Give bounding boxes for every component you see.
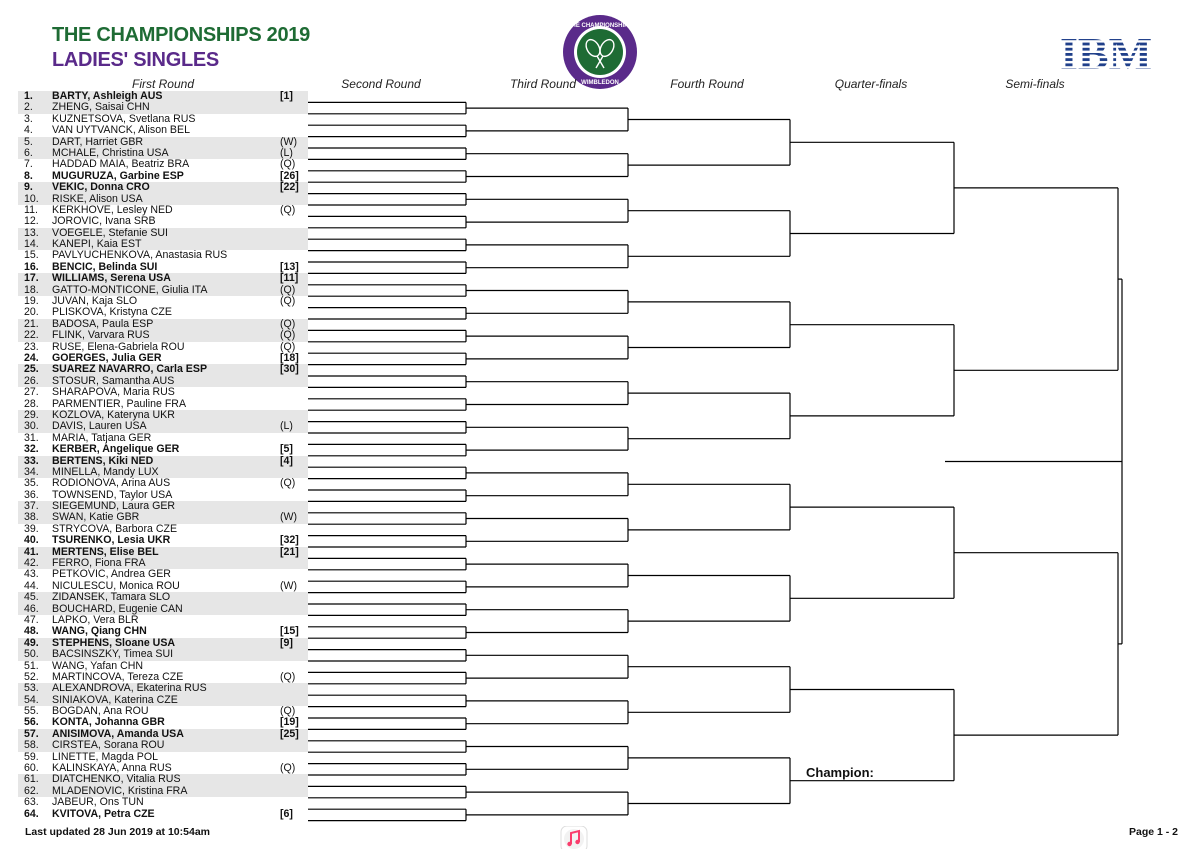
player-name: STOSUR, Samantha AUS: [52, 374, 175, 387]
player-number: 41.: [24, 545, 39, 558]
player-number: 62.: [24, 784, 39, 797]
player-name: KOZLOVA, Kateryna UKR: [52, 408, 175, 421]
player-name: KALINSKAYA, Anna RUS: [52, 762, 172, 775]
player-number: 25.: [24, 363, 39, 376]
player-number: 51.: [24, 659, 39, 672]
player-status: (Q): [280, 295, 296, 308]
player-number: 52.: [24, 670, 39, 683]
player-number: 2.: [24, 101, 33, 114]
player-number: 45.: [24, 591, 39, 604]
player-number: 37.: [24, 500, 39, 513]
ibm-logo-text: IBM: [1060, 28, 1152, 73]
player-status: (L): [280, 420, 293, 433]
player-number: 27.: [24, 386, 39, 399]
player-number: 40.: [24, 534, 39, 547]
round-header-second: Second Round: [341, 77, 421, 91]
player-name: KANEPI, Kaia EST: [52, 238, 142, 251]
player-number: 15.: [24, 249, 39, 262]
player-number: 36.: [24, 488, 39, 501]
player-status: (W): [280, 579, 298, 592]
player-name: ANISIMOVA, Amanda USA: [52, 727, 184, 740]
player-name: BARTY, Ashleigh AUS: [52, 90, 163, 102]
player-number: 14.: [24, 238, 39, 251]
player-status: (Q): [280, 158, 296, 171]
player-name: BOGDAN, Ana ROU: [52, 705, 149, 718]
player-number: 24.: [24, 351, 39, 364]
player-name: TOWNSEND, Taylor USA: [52, 488, 173, 501]
player-name: PARMENTIER, Pauline FRA: [52, 397, 187, 410]
player-name: HADDAD MAIA, Beatriz BRA: [52, 158, 190, 171]
player-status: [9]: [280, 636, 293, 649]
player-name: JUVAN, Kaja SLO: [52, 295, 138, 308]
player-number: 26.: [24, 374, 39, 387]
wimbledon-logo-bottom-text: WIMBLEDON: [581, 80, 619, 86]
player-name: PLISKOVA, Kristyna CZE: [52, 306, 172, 319]
player-status: (W): [280, 135, 298, 148]
player-status: [32]: [280, 534, 299, 547]
player-name: SIEGEMUND, Laura GER: [52, 500, 176, 513]
player-number: 57.: [24, 727, 39, 740]
player-name: WANG, Qiang CHN: [52, 625, 147, 638]
player-number: 56.: [24, 716, 39, 729]
player-number: 60.: [24, 762, 39, 775]
player-name: PAVLYUCHENKOVA, Anastasia RUS: [52, 249, 228, 262]
player-number: 21.: [24, 317, 39, 330]
player-status: (Q): [280, 762, 296, 775]
player-number: 42.: [24, 557, 39, 570]
player-name: BERTENS, Kiki NED: [52, 454, 154, 467]
player-number: 48.: [24, 625, 39, 638]
player-number: 29.: [24, 408, 39, 421]
player-status: [22]: [280, 181, 299, 194]
player-number: 16.: [24, 260, 39, 273]
player-status: [4]: [280, 454, 293, 467]
player-name: CIRSTEA, Sorana ROU: [52, 739, 165, 752]
player-name: KERBER, Angelique GER: [52, 443, 180, 456]
player-name: ZIDANSEK, Tamara SLO: [52, 591, 171, 604]
player-number: 22.: [24, 329, 39, 342]
player-number: 50.: [24, 648, 39, 661]
player-number: 5.: [24, 135, 33, 148]
player-status: [6]: [280, 807, 293, 820]
player-name: GOERGES, Julia GER: [52, 351, 162, 364]
player-name: DART, Harriet GBR: [52, 135, 144, 148]
player-number: 55.: [24, 705, 39, 718]
player-name: SUAREZ NAVARRO, Carla ESP: [52, 363, 208, 376]
player-number: 38.: [24, 511, 39, 524]
player-name: BOUCHARD, Eugenie CAN: [52, 602, 183, 615]
player-number: 64.: [24, 807, 39, 820]
player-number: 9.: [24, 181, 33, 194]
player-name: NICULESCU, Monica ROU: [52, 579, 180, 592]
player-name: ALEXANDROVA, Ekaterina RUS: [52, 682, 207, 695]
player-number: 17.: [24, 272, 39, 285]
player-status: [13]: [280, 260, 299, 273]
player-number: 58.: [24, 739, 39, 752]
player-name: STEPHENS, Sloane USA: [52, 636, 176, 649]
player-name: TSURENKO, Lesia UKR: [52, 534, 171, 547]
player-number: 39.: [24, 522, 39, 535]
player-name: LAPKO, Vera BLR: [52, 613, 139, 626]
player-status: [15]: [280, 625, 299, 638]
player-name: MARTINCOVA, Tereza CZE: [52, 670, 184, 683]
player-status: (Q): [280, 283, 296, 296]
player-number: 6.: [24, 146, 33, 159]
round-header-first: First Round: [131, 77, 195, 91]
player-status: [21]: [280, 545, 299, 558]
player-name: VOEGELE, Stefanie SUI: [52, 226, 168, 239]
player-name: BENCIC, Belinda SUI: [52, 260, 158, 273]
player-number: 46.: [24, 602, 39, 615]
player-name: SHARAPOVA, Maria RUS: [52, 386, 175, 399]
player-number: 10.: [24, 192, 39, 205]
champion-label: Champion:: [806, 765, 874, 780]
player-number: 44.: [24, 579, 39, 592]
event-title: THE CHAMPIONSHIPS 2019: [52, 24, 310, 46]
player-name: KVITOVA, Petra CZE: [52, 807, 155, 820]
player-number: 28.: [24, 397, 39, 410]
player-status: (L): [280, 146, 293, 159]
player-number: 34.: [24, 465, 39, 478]
player-name: VAN UYTVANCK, Alison BEL: [52, 124, 190, 137]
last-updated: Last updated 28 Jun 2019 at 10:54am: [25, 826, 210, 838]
player-name: GATTO-MONTICONE, Giulia ITA: [52, 283, 208, 296]
player-number: 4.: [24, 124, 33, 137]
player-name: KUZNETSOVA, Svetlana RUS: [52, 112, 196, 125]
player-name: KERKHOVE, Lesley NED: [52, 203, 173, 216]
player-name: FERRO, Fiona FRA: [52, 557, 146, 570]
player-status: [30]: [280, 363, 299, 376]
player-status: (Q): [280, 317, 296, 330]
player-number: 3.: [24, 112, 33, 125]
player-name: VEKIC, Donna CRO: [52, 181, 150, 194]
player-number: 8.: [24, 169, 33, 182]
player-name: KONTA, Johanna GBR: [52, 716, 165, 729]
player-number: 47.: [24, 613, 39, 626]
player-status: [26]: [280, 169, 299, 182]
player-number: 19.: [24, 295, 39, 308]
player-status: (Q): [280, 670, 296, 683]
player-status: [11]: [280, 272, 299, 285]
player-name: MERTENS, Elise BEL: [52, 545, 159, 558]
player-status: [18]: [280, 351, 299, 364]
player-number: 18.: [24, 283, 39, 296]
player-status: (Q): [280, 340, 296, 353]
player-name: LINETTE, Magda POL: [52, 750, 158, 763]
player-status: (Q): [280, 203, 296, 216]
player-number: 13.: [24, 226, 39, 239]
player-number: 23.: [24, 340, 39, 353]
player-name: DAVIS, Lauren USA: [52, 420, 147, 433]
player-status: (Q): [280, 477, 296, 490]
player-name: WILLIAMS, Serena USA: [52, 272, 171, 285]
wimbledon-logo-top-text: THE CHAMPIONSHIPS: [567, 23, 633, 29]
player-status: [5]: [280, 443, 293, 456]
player-number: 49.: [24, 636, 39, 649]
player-name: RUSE, Elena-Gabriela ROU: [52, 340, 185, 353]
player-number: 43.: [24, 568, 39, 581]
player-number: 30.: [24, 420, 39, 433]
player-status: (Q): [280, 705, 296, 718]
player-status: (W): [280, 511, 298, 524]
player-number: 63.: [24, 796, 39, 809]
player-number: 12.: [24, 215, 39, 228]
player-name: JOROVIC, Ivana SRB: [52, 215, 156, 228]
player-name: MLADENOVIC, Kristina FRA: [52, 784, 188, 797]
player-name: FLINK, Varvara RUS: [52, 329, 150, 342]
player-number: 31.: [24, 431, 39, 444]
player-name: SWAN, Katie GBR: [52, 511, 140, 524]
player-number: 32.: [24, 443, 39, 456]
music-app-icon[interactable]: [559, 826, 589, 849]
player-status: [25]: [280, 727, 299, 740]
player-number: 53.: [24, 682, 39, 695]
player-number: 20.: [24, 306, 39, 319]
player-name: MARIA, Tatjana GER: [52, 431, 152, 444]
round-header-quarterfinals: Quarter-finals: [834, 77, 908, 91]
player-name: BACSINSZKY, Timea SUI: [52, 648, 174, 661]
player-name: DIATCHENKO, Vitalia RUS: [52, 773, 181, 786]
player-status: (Q): [280, 329, 296, 342]
page-number: Page 1 - 2: [1129, 826, 1179, 838]
player-name: MCHALE, Christina USA: [52, 146, 169, 159]
player-number: 61.: [24, 773, 39, 786]
player-name: ZHENG, Saisai CHN: [52, 101, 150, 114]
player-name: SINIAKOVA, Katerina CZE: [52, 693, 178, 706]
player-name: STRYCOVA, Barbora CZE: [52, 522, 178, 535]
player-status: [1]: [280, 90, 293, 102]
player-number: 54.: [24, 693, 39, 706]
player-name: WANG, Yafan CHN: [52, 659, 144, 672]
player-name: MINELLA, Mandy LUX: [52, 465, 159, 478]
round-header-semifinals: Semi-finals: [1005, 77, 1065, 91]
player-number: 11.: [24, 203, 38, 216]
player-number: 59.: [24, 750, 39, 763]
draw-title: LADIES' SINGLES: [52, 49, 219, 71]
player-name: PETKOVIC, Andrea GER: [52, 568, 171, 581]
player-number: 7.: [24, 158, 33, 171]
player-name: MUGURUZA, Garbine ESP: [52, 169, 184, 182]
player-name: RODIONOVA, Arina AUS: [52, 477, 171, 490]
round-header-third: Third Round: [509, 77, 577, 91]
player-number: 1.: [24, 90, 33, 102]
player-number: 33.: [24, 454, 39, 467]
player-name: BADOSA, Paula ESP: [52, 317, 154, 330]
player-number: 35.: [24, 477, 39, 490]
player-status: [19]: [280, 716, 299, 729]
round-header-fourth: Fourth Round: [670, 77, 744, 91]
player-name: JABEUR, Ons TUN: [52, 796, 144, 809]
player-name: RISKE, Alison USA: [52, 192, 143, 205]
